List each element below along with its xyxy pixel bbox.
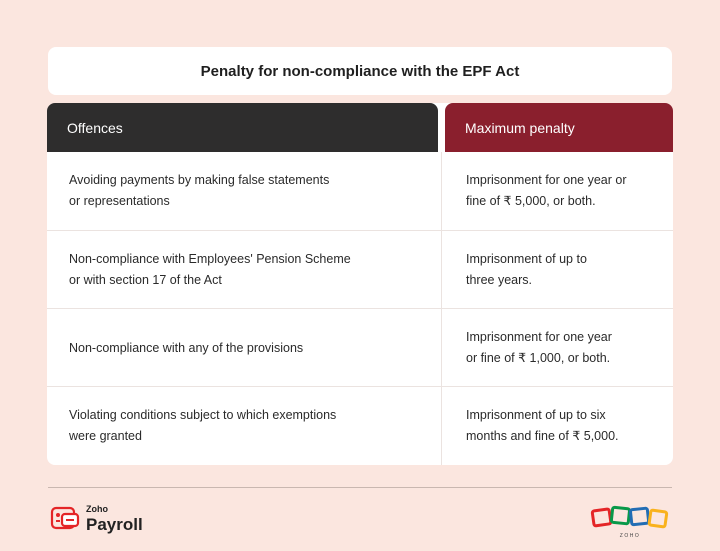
offence-line: or with section 17 of the Act <box>69 273 222 287</box>
brand-payroll-label: Payroll <box>86 515 143 534</box>
penalty-cell <box>466 387 666 465</box>
brand-zoho-label: Zoho <box>86 504 108 514</box>
offence-cell <box>69 309 409 387</box>
footer-divider <box>48 487 672 488</box>
penalty-table <box>47 103 673 465</box>
offence-line: were granted <box>69 429 142 443</box>
payroll-logo-icon <box>50 504 80 534</box>
zoho-payroll-brand <box>50 503 143 535</box>
penalty-line: Imprisonment of up to <box>466 252 587 266</box>
header-maximum-penalty <box>445 103 673 152</box>
penalty-line: or fine of ₹ 1,000, or both. <box>466 351 611 365</box>
header-offences-label: Offences <box>67 119 123 136</box>
offence-line: Non-compliance with any of the provisions <box>69 340 304 355</box>
page-title: Penalty for non-compliance with the EPF Act <box>200 62 520 80</box>
offence-line: Violating conditions subject to which exemptions <box>69 408 337 422</box>
penalty-line: three years. <box>466 273 533 287</box>
table-row <box>47 152 673 230</box>
offence-cell <box>69 152 409 230</box>
penalty-line: Imprisonment for one year or <box>466 173 627 187</box>
table-row <box>47 387 673 465</box>
offence-line: Non-compliance with Employees' Pension Scheme <box>69 252 351 266</box>
offence-line: Avoiding payments by making false statements <box>69 173 330 187</box>
penalty-line: Imprisonment of up to six <box>466 408 606 422</box>
table-row <box>47 309 673 387</box>
penalty-cell <box>466 152 666 230</box>
zoho-logo-icon <box>590 503 670 539</box>
header-offences <box>47 103 438 152</box>
penalty-line: months and fine of ₹ 5,000. <box>466 429 619 443</box>
penalty-line: fine of ₹ 5,000, or both. <box>466 194 596 208</box>
offence-cell <box>69 387 409 465</box>
penalty-cell <box>466 309 666 387</box>
title-card <box>48 47 672 95</box>
header-penalty-label: Maximum penalty <box>465 119 575 136</box>
table-row <box>47 231 673 309</box>
penalty-line: Imprisonment for one year <box>466 330 612 344</box>
offence-line: or representations <box>69 194 170 208</box>
zoho-wordmark: ZOHO <box>619 533 641 539</box>
penalty-cell <box>466 231 666 309</box>
offence-cell <box>69 231 409 309</box>
